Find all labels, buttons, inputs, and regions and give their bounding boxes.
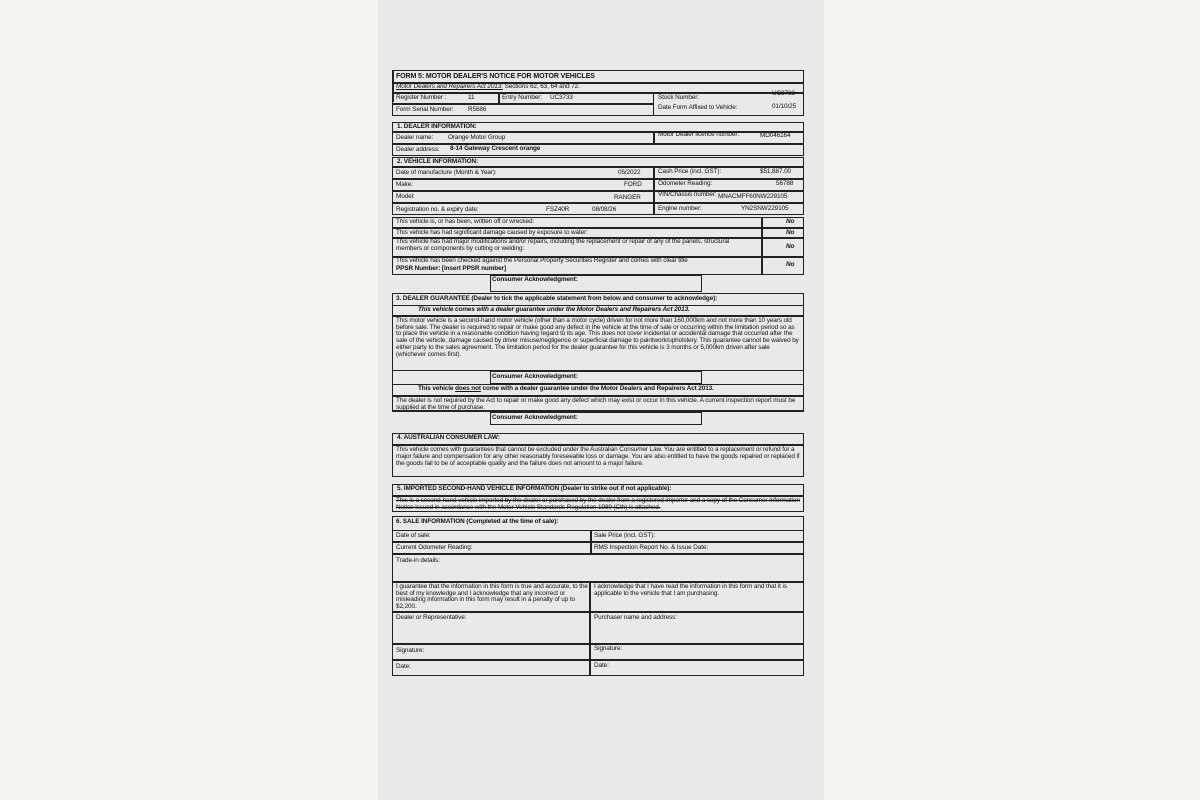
register-value: 11	[468, 94, 475, 101]
ack-label-no-guarantee: Consumer Acknowledgment:	[492, 414, 578, 421]
form-title: FORM 5: MOTOR DEALER'S NOTICE FOR MOTOR VEHICLES	[396, 73, 595, 80]
date-affixed-value: 01/10/25	[772, 103, 797, 110]
engine-value: YN2SNW229105	[741, 205, 789, 212]
background-left	[0, 0, 378, 800]
engine-label: Engine number:	[658, 205, 702, 212]
odo-value: 56788	[776, 180, 794, 187]
acl-body: This vehicle comes with guarantees that cannot be excluded under the Australian Consumer Law. You are entitled to a replacement or refund for a major failure and compensation for any other reasonably foreseeable loss or damage. You are also entitled to have the goods repaired or replaced if the goods fail to be of acceptable quality and the failure does not amount to a major failure.	[396, 446, 800, 467]
act-line: Motor Dealers and Repairers Act 2013: Sections 62, 63, 64 and 72.	[396, 83, 580, 90]
water-damage-answer-box	[762, 228, 804, 238]
ack-label-vehicle: Consumer Acknowledgment:	[492, 276, 578, 283]
modifications-question: This vehicle has had major modifications and/or repairs, including the replacement or repair of any of the panels, structural members or components by cutting or welding:	[396, 238, 730, 252]
ppsr-answer: No	[786, 261, 795, 268]
register-label: Register Number :	[396, 94, 447, 101]
make-value: FORD	[624, 181, 642, 188]
with-guarantee-text: This vehicle comes with a dealer guarantee under the Motor Dealers and Repairers Act 2013.	[418, 306, 690, 313]
ppsr-question: This vehicle has been checked against the Personal Property Securities Register and comes with clear title	[396, 257, 688, 264]
sale-price-label: Sale Price (incl. GST):	[594, 532, 655, 539]
written-off-question: This vehicle is, or has been, written off or wrecked:	[396, 218, 535, 225]
section-4-heading: 4. AUSTRALIAN CONSUMER LAW:	[392, 433, 804, 445]
model-label: Model:	[396, 193, 415, 200]
ppsr-number: PPSR Number: [insert PPSR number]	[396, 265, 506, 272]
signature-left-label: Signature:	[396, 647, 425, 654]
with-guarantee-body: This motor vehicle is a second-hand motor vehicle (other than a motor cycle) driven for not more than 160,000km and not more than 10 years old before sale. The dealer is required to repair or make good any defect in the vehicle at the time of sale or occurring within the limitation period so as to place the vehicle in a reasonable condition having regard to its age. This does not cover incidental or accidental damage that occurred after the sale of the vehicle, damage caused by driver misuse/negligence or superficial damage to paintwork/upholstery. This guarantee cannot be waived by either party to the sales agreement. The limitation period for the dealer guarantee for this vehicle is 3 months or 5,000km driven after sale (whichever comes first).	[396, 317, 799, 358]
stock-value: UC3733	[772, 90, 795, 97]
serial-value: R5686	[468, 106, 487, 113]
rms-label: RMS Inspection Report No. & Issue Date:	[594, 544, 709, 551]
rego-value: FSZ40R	[546, 206, 570, 213]
section-5-heading: 5. IMPORTED SECOND-HAND VEHICLE INFORMATION (Dealer to strike out if not applicable):	[392, 484, 804, 496]
ppsr-answer-box	[762, 257, 804, 275]
licence-label: Motor Dealer licence number:	[658, 131, 740, 138]
dealer-address-label: Dealer address:	[396, 146, 440, 153]
vin-label: VIN/Chassis number:	[658, 191, 717, 198]
make-row	[392, 179, 654, 191]
entry-value: UC3733	[550, 94, 573, 101]
odo-label: Odometer Reading:	[658, 180, 713, 187]
purchaser-name-label: Purchaser name and address:	[594, 614, 677, 621]
without-guarantee-body: The dealer is not required by the Act to repair or make good any defect which may exist or occur in this vehicle. A current inspection report must be supplied at the time of purchase.	[396, 397, 796, 411]
model-value: RANGER	[614, 194, 641, 201]
date-of-sale-label: Date of sale:	[396, 532, 431, 539]
stock-label: Stock Number:	[658, 94, 699, 101]
date-left-label: Date:	[396, 663, 411, 670]
written-off-answer: No	[786, 218, 795, 225]
section-6-heading: 6. SALE INFORMATION (Completed at the time of sale):	[396, 518, 559, 525]
water-damage-answer: No	[786, 229, 795, 236]
ack-label-guarantee: Consumer Acknowledgment:	[492, 373, 578, 380]
date-left-cell[interactable]	[392, 660, 590, 676]
serial-label: Form Serial Number:	[396, 106, 454, 113]
section-2-heading: 2. VEHICLE INFORMATION:	[392, 157, 804, 167]
section-1-heading: 1. DEALER INFORMATION:	[392, 122, 804, 132]
dealer-name-label: Dealer name:	[396, 134, 434, 141]
without-guarantee-text: This vehicle does not come with a dealer guarantee under the Motor Dealers and Repairers Act 2013.	[418, 385, 714, 392]
dealer-rep-label: Dealer or Representative:	[396, 614, 467, 621]
price-value: $51,887.00	[760, 168, 791, 175]
date-affixed-label: Date Form Affixed to Vehicle:	[658, 104, 738, 111]
licence-value: MD046164	[760, 132, 791, 139]
price-label: Cash Price (incl. GST):	[658, 168, 722, 175]
date-right-label: Date:	[594, 662, 609, 669]
entry-label: Entry Number:	[502, 94, 542, 101]
purchaser-declaration: I acknowledge that I have read the information in this form and that it is applicable to the vehicle that I am purchasing.	[594, 583, 787, 597]
dom-label: Date of manufacture (Month & Year):	[396, 169, 497, 176]
modifications-answer-box	[762, 238, 804, 257]
signature-right-label: Signature:	[594, 645, 623, 652]
vin-value: MNACMFF60NW229105	[718, 193, 788, 200]
dom-value: 05/2022	[618, 169, 641, 176]
dealer-address-value: 8-14 Gateway Crescent orange	[450, 145, 541, 152]
dealer-declaration: I guarantee that the information in this form is true and accurate, to the best of my knowledge and I acknowledge that any incorrect or misleading information in this form may result in a penalty of up to $2,200.	[396, 583, 588, 611]
date-right-cell[interactable]	[590, 660, 804, 676]
section-3-heading: 3. DEALER GUARANTEE (Dealer to tick the applicable statement from below and consumer to acknowledge):	[396, 295, 718, 302]
rego-expiry: 08/08/26	[592, 206, 617, 213]
water-damage-question: This vehicle has had significant damage caused by exposure to water:	[396, 229, 588, 236]
dealer-rep-box	[392, 70, 394, 102]
trade-in-row	[392, 554, 804, 582]
trade-in-label: Trade-in details:	[396, 557, 440, 564]
current-odo-label: Current Odometer Reading:	[396, 544, 473, 551]
dealer-notice-form	[392, 70, 804, 680]
written-off-answer-box	[762, 217, 804, 228]
make-label: Make:	[396, 181, 413, 188]
imported-body: This is a second-hand vehicle imported by the dealer or purchased by the dealer from a registered importer and a copy of the Consumer Information Notice issued in accordance with the Motor Vehicle Standards Regulation 1989 (Cth) is attached.	[396, 497, 800, 511]
background-right	[828, 0, 1200, 800]
rego-label: Registration no. & expiry date:	[396, 206, 479, 213]
modifications-answer: No	[786, 243, 795, 250]
dealer-name-value: Orange Motor Group	[448, 134, 506, 141]
register-divider	[498, 92, 500, 104]
